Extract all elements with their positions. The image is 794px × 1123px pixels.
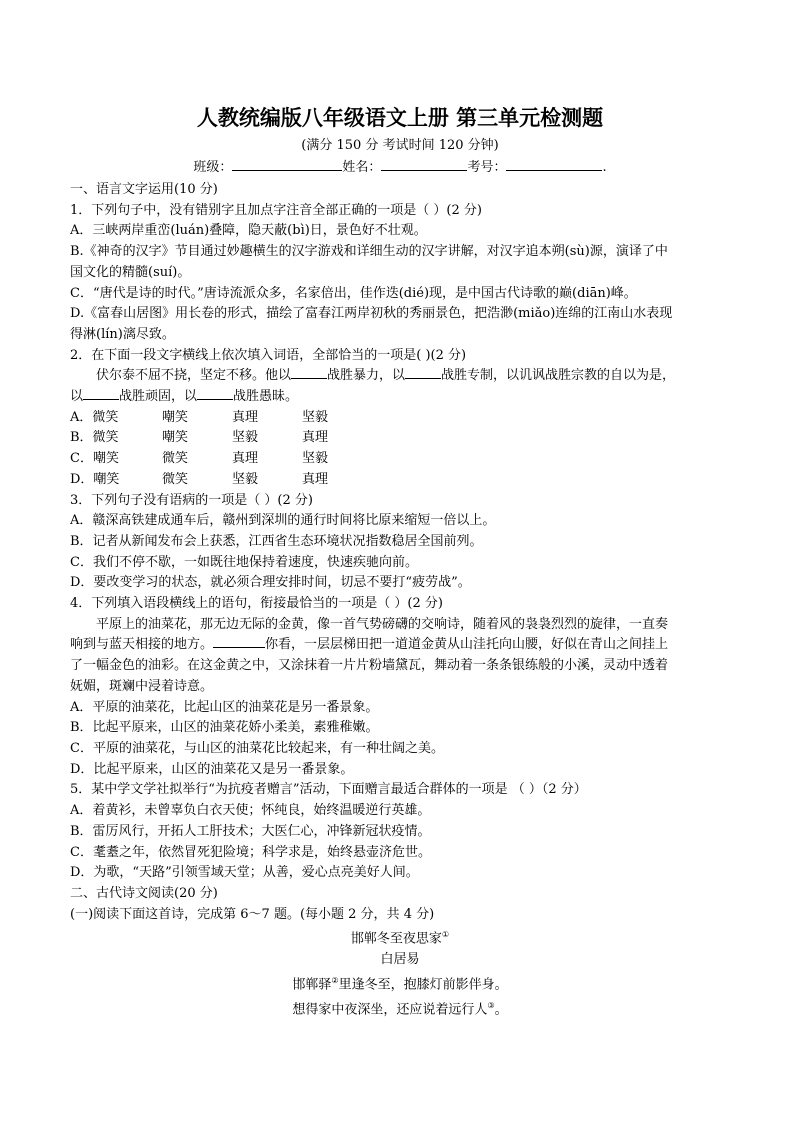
q4-text: 响到与蓝天相接的地方。 [70, 637, 214, 653]
q2-option-d [70, 470, 730, 491]
q2-passage-line2 [70, 387, 730, 408]
q3-option-d: D．要改变学习的状态，就必须合理安排时间，切忌不要打“疲劳战”。 [70, 575, 471, 591]
q2-option-b [70, 428, 730, 449]
q2-text: 战胜专制，以讥讽战胜宗教的自以为是， [441, 368, 676, 384]
q2-passage-line1 [70, 366, 730, 387]
option-word: 嘲笑 [162, 430, 189, 446]
q5-option-a: A．着黄衫，未曾辜负白衣天使；怀纯良，始终温暖逆行英雄。 [70, 803, 431, 819]
q4-passage-line3: 了一幅金色的油彩。在这金黄之中，又涂抹着一片片粉墙黛瓦，舞动着一条条银练般的小溪，灵动中透着 [70, 658, 669, 674]
option-word: 微笑 [162, 451, 189, 467]
q4-blank [213, 635, 265, 648]
q2-blank-2 [405, 366, 441, 379]
footnote-marker: ③ [487, 1001, 495, 1011]
student-info-line: 班级： 姓名： 考号： . [70, 156, 730, 178]
q2-text: 战胜暴力，以 [327, 368, 406, 384]
q1-option-d-line2: 得淋(lín)漓尽致。 [70, 326, 175, 342]
name-label: 姓名： [342, 160, 382, 175]
option-word: 坚毅 [232, 471, 259, 487]
option-word: 微笑 [162, 471, 189, 487]
q5-option-b: B．雷厉风行，开拓人工肝技术；大医仁心，冲锋新冠状疫情。 [70, 823, 431, 839]
q3-stem: 3．下列句子没有语病的一项是（ ）(2 分) [70, 492, 313, 508]
q5-stem: 5．某中学文学社拟举行“为抗疫者赠言”活动，下面赠言最适合群体的一项是 （ ）（2 分） [70, 782, 587, 798]
q3-option-b: B．记者从新闻发布会上获悉，江西省生态环境状况指数稳居全国前列。 [70, 533, 483, 549]
id-field[interactable] [506, 156, 602, 171]
q1-option-c: C．“唐代是诗的时代。”唐诗流派众多，名家倍出，佳作迭(dié)现，是中国古代诗歌的巅(diān)峰。 [70, 285, 637, 301]
section-2-subheading: (一)阅读下面这首诗，完成第 6～7 题。(每小题 2 分，共 4 分) [70, 906, 435, 922]
section-1-heading: 一、语言文字运用(10 分) [70, 182, 218, 197]
q2-blank-1 [291, 366, 327, 379]
option-word: 真理 [302, 471, 329, 487]
option-word: 真理 [232, 409, 259, 425]
class-label: 班级： [193, 160, 233, 175]
poem-text: 邯郸驿 [292, 977, 332, 993]
q4-passage-line4: 妩媚，斑斓中浸着诗意。 [70, 678, 214, 694]
q4-passage-line1: 平原上的油菜花，那无边无际的金黄，像一首气势磅礴的交响诗，随着风的袅袅烈烈的旋律，一直奏 [96, 616, 669, 632]
poem-text: 想得家中夜深坐，还应说着远行人 [292, 1002, 488, 1018]
q4-option-a: A．平原的油菜花，比起山区的油菜花是另一番景象。 [70, 699, 379, 715]
poem-title-text: 邯郸冬至夜思家 [350, 931, 442, 947]
q2-option-c [70, 449, 730, 470]
poem-title [70, 925, 730, 950]
poem-author: 白居易 [380, 952, 420, 968]
q2-blank-4 [197, 387, 233, 400]
poem-text: 里逢冬至，抱膝灯前影伴身。 [338, 977, 508, 993]
q1-option-d-line1: D.《富春山居图》用长卷的形式，描绘了富春江两岸初秋的秀丽景色，把浩渺(miǎo)连绵的江南山水表现 [70, 306, 673, 322]
q4-text: 你看，一层层梯田把一道道金黄从山洼托向山腰，好似在青山之间挂上 [265, 637, 669, 653]
q2-blank-3 [83, 387, 119, 400]
poem-line-1 [70, 971, 730, 996]
option-word: 坚毅 [302, 451, 329, 467]
exam-page [70, 104, 730, 1021]
q3-option-a: A．赣深高铁建成通车后，赣州到深圳的通行时间将比原来缩短一倍以上。 [70, 513, 496, 529]
option-word: 真理 [302, 430, 329, 446]
q2-text: 以 [70, 389, 84, 405]
option-word: 真理 [232, 451, 259, 467]
q4-passage-line2 [70, 635, 730, 656]
q2-stem: 2．在下面一段文字横线上依次填入词语，全部恰当的一项是( )(2 分) [70, 347, 467, 363]
poem-line-2 [70, 996, 730, 1021]
q2-text: 战胜愚昧。 [233, 389, 299, 405]
q1-option-a: A．三峡两岸重峦(luán)叠障，隐天蔽(bì)日，景色好不壮观。 [70, 223, 427, 239]
q4-option-d: D．比起平原来，山区的油菜花又是另一番景象。 [70, 761, 354, 777]
section-2-heading: 二、古代诗文阅读(20 分) [70, 885, 218, 901]
q4-stem: 4．下列填入语段横线上的语句，衔接最恰当的一项是（ ）(2 分) [70, 596, 443, 612]
q3-option-c: C．我们不停不歇，一如既往地保持着速度，快速疾驰向前。 [70, 554, 418, 570]
q2-text: 伏尔泰不屈不挠，坚定不移。他以 [96, 368, 292, 384]
page-title: 人教统编版八年级语文上册 第三单元检测题 [196, 106, 604, 130]
option-word: 坚毅 [232, 430, 259, 446]
q2-option-a [70, 408, 730, 429]
q2-text: 战胜顽固，以 [119, 389, 198, 405]
option-word: B．微笑 [70, 430, 119, 446]
q4-option-c: C．平原的油菜花，与山区的油菜花比较起来，有一种壮阔之美。 [70, 740, 444, 756]
q1-option-b-line1: B.《神奇的汉字》节目通过妙趣横生的汉字游戏和详细生动的汉字讲解，对汉字追本朔(sù)源，演译了中 [70, 244, 668, 260]
option-word: A．微笑 [70, 409, 119, 425]
option-word: 嘲笑 [162, 409, 189, 425]
q5-option-c: C．耄耋之年，依然冒死犯险境；科学求是，始终悬壶济危世。 [70, 844, 431, 860]
name-field[interactable] [381, 156, 467, 171]
option-word: C．嘲笑 [70, 451, 119, 467]
class-field[interactable] [232, 156, 342, 171]
poem-text: 。 [494, 1002, 508, 1018]
exam-subtitle: (满分 150 分 考试时间 120 分钟) [301, 138, 499, 153]
id-label: 考号： [467, 160, 507, 175]
option-word: D．嘲笑 [70, 471, 120, 487]
q5-option-d: D．为歌，“天路”引领雪域天堂；从善，爱心点亮美好人间。 [70, 865, 419, 881]
footnote-marker: ① [441, 930, 450, 940]
q1-option-b-line2: 国文化的精髓(suí)。 [70, 264, 191, 280]
q4-option-b: B．比起平原来，山区的油菜花娇小柔美，素雅稚嫩。 [70, 720, 379, 736]
option-word: 坚毅 [302, 409, 329, 425]
footnote-marker: ② [331, 976, 339, 986]
q1-stem: 1．下列句子中，没有错别字且加点字注音全部正确的一项是（ ）(2 分) [70, 202, 482, 218]
